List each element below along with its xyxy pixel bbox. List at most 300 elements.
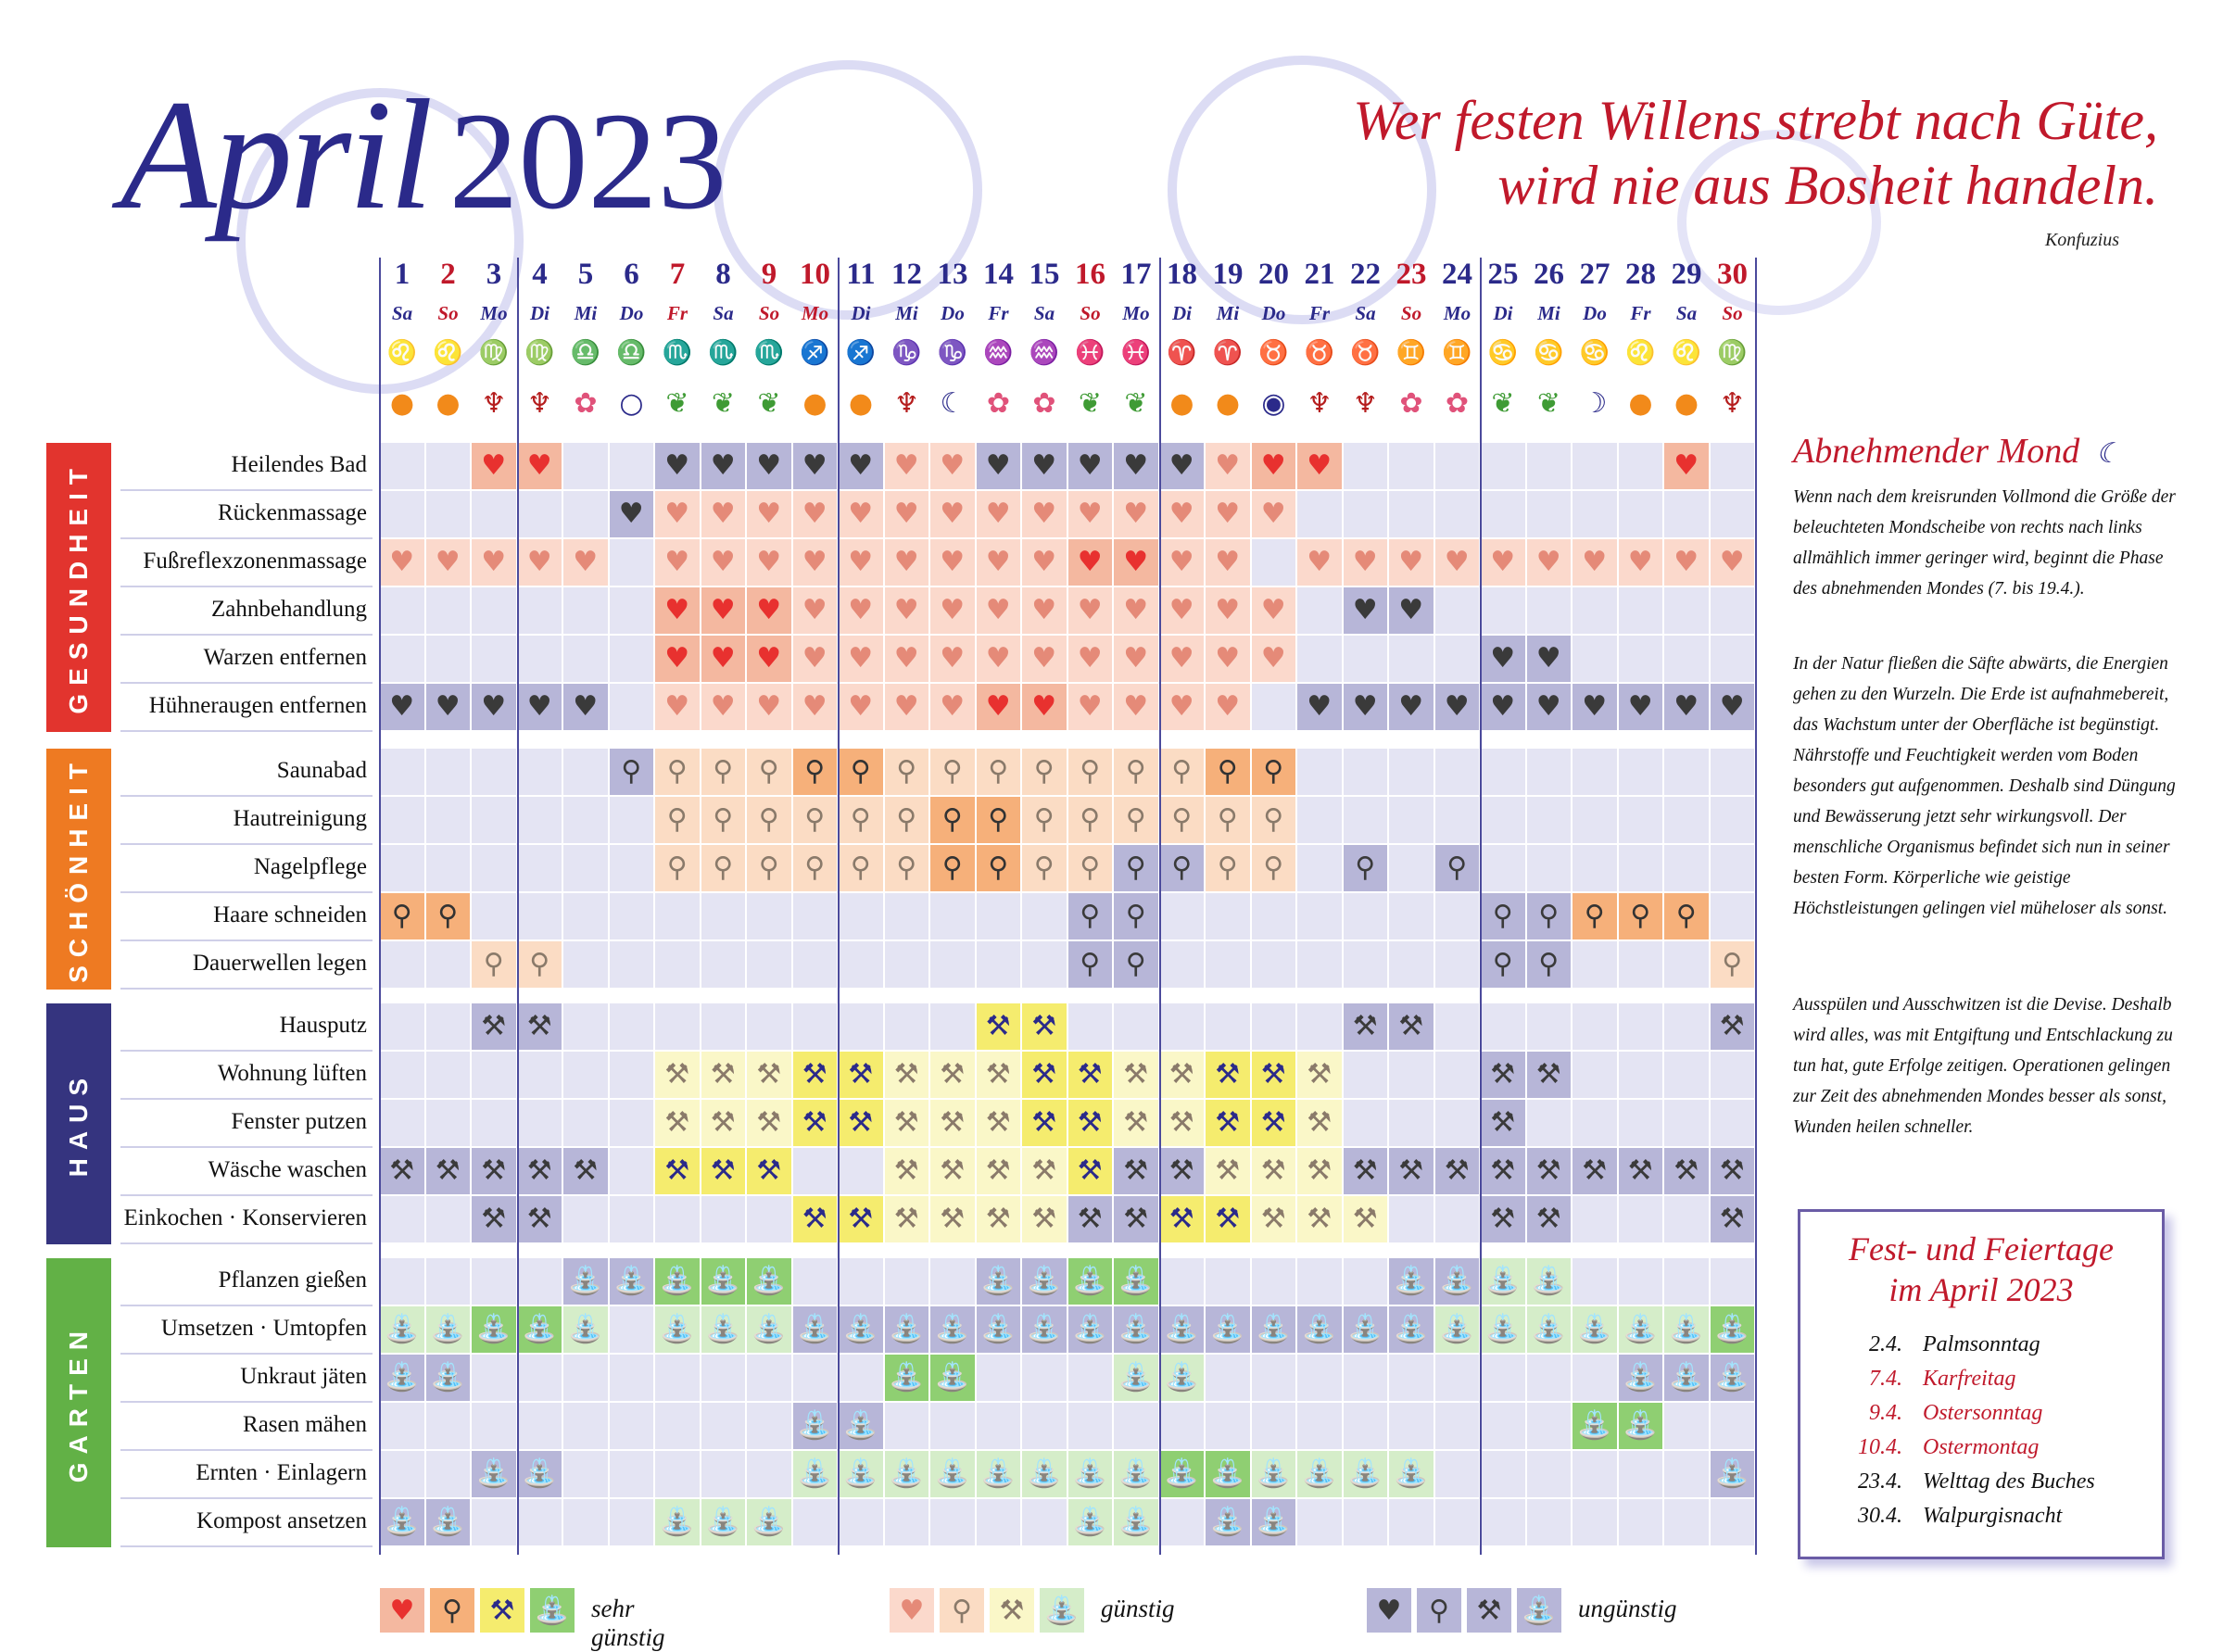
mirror-icon: ⚲ [666,803,688,836]
calendar-cell [655,491,701,539]
calendar-cell [1160,1196,1206,1244]
watering-can-icon: ⛲ [1485,1313,1521,1345]
broom-icon: ⚒ [1215,1106,1241,1139]
holiday-name: Ostermontag [1923,1435,2040,1459]
calendar-cell [1619,1306,1665,1355]
watering-can-icon: ⛲ [1118,1457,1154,1490]
calendar-cell [1344,636,1390,684]
heart-icon: ♥ [1168,546,1194,578]
heart-icon: ♥ [1031,690,1057,723]
calendar-cell [1389,539,1435,587]
calendar-cell [1114,1258,1160,1306]
calendar-cell [518,684,564,732]
calendar-cell [472,1003,518,1052]
calendar-cell [1114,1306,1160,1355]
broom-icon: ⚒ [1168,1106,1194,1139]
calendar-cell [1435,684,1482,732]
heart-icon: ♥ [848,498,874,530]
calendar-cell [1664,1451,1711,1499]
day-number: 5 [577,258,594,291]
watering-can-icon: ⛲ [1577,1409,1612,1442]
holiday-name: Palmsonntag [1923,1332,2040,1356]
calendar-cell [1344,1003,1390,1052]
row-label: Hautreinigung [120,797,373,845]
broom-icon: ⚒ [526,1154,552,1187]
heart-icon: ♥ [526,546,552,578]
day-name: So [1080,302,1101,324]
fish-icon: ♓ [1120,339,1152,367]
mirror-icon: ⚲ [850,803,871,836]
moon-phase-paragraph-3: Ausspülen und Ausschwitzen ist die Devise. Deshalb wird alles, was mit Entgiftung und Entschlackung zu tun hat, gute Erfolge zeitigen. Operationen gelingen zur Zeit des abnehmenden Mondes besser als sonst, Wunden heilen schneller. [1793,995,2173,1137]
heart-icon: ♥ [756,498,782,530]
calendar-cell [930,893,977,941]
calendar-cell [1481,1355,1527,1403]
calendar-cell [1114,1052,1160,1100]
calendar-cell [930,1258,977,1306]
broom-icon: ⚒ [985,1106,1011,1139]
calendar-cell [1527,749,1573,797]
calendar-cell [1389,1148,1435,1196]
calendar-cell [1297,1100,1344,1148]
calendar-cell [655,684,701,732]
calendar-cell [1527,1052,1573,1100]
watering-can-icon: ⛲ [568,1265,603,1297]
heart-icon: ♥ [940,449,966,482]
flower-icon: ✿ [1032,387,1056,420]
day-name: So [1400,302,1422,324]
calendar-cell [1481,1003,1527,1052]
watering-can-icon: ⛲ [1347,1457,1383,1490]
calendar-cell [1114,587,1160,636]
calendar-cell [1435,1148,1482,1196]
mirror-icon: ⚲ [1446,851,1468,884]
watering-can-icon: ⛲ [476,1457,512,1490]
heart-icon: ♥ [481,449,507,482]
calendar-cell [518,749,564,797]
waterbearer-icon: ♒ [1029,339,1060,367]
day-number: 11 [846,258,876,291]
day-name: Mi [895,302,918,324]
calendar-cell [885,1451,931,1499]
watering-can-icon: ⛲ [1394,1265,1429,1297]
calendar-cell [1389,1052,1435,1100]
heart-icon: ♥ [1444,546,1470,578]
flower-icon: ✿ [1399,387,1423,420]
mirror-icon: ⚲ [666,851,688,884]
calendar-cell [426,491,473,539]
fruit-icon: ● [848,387,874,420]
calendar-cell [1297,1499,1344,1547]
heart-icon: ♥ [1490,546,1516,578]
mirror-icon: ⚲ [1675,900,1697,932]
calendar-cell [977,893,1023,941]
calendar-cell [701,684,748,732]
watering-can-icon: ⛲ [843,1457,878,1490]
day-number: 3 [486,258,502,291]
broom-icon: ⚒ [664,1058,690,1091]
calendar-cell [1619,1258,1665,1306]
watering-can-icon: ⛲ [889,1361,924,1393]
calendar-cell [839,1100,885,1148]
day-number: 18 [1167,258,1197,291]
watering-can-icon: ⛲ [1072,1265,1107,1297]
calendar-cell [1252,587,1298,636]
calendar-cell [1664,941,1711,990]
calendar-cell [793,1499,840,1547]
twins-icon: ♊ [1396,339,1427,367]
calendar-cell [655,1196,701,1244]
calendar-cell [655,1258,701,1306]
calendar-cell [1711,1052,1757,1100]
calendar-cell [1664,1355,1711,1403]
calendar-cell [1206,684,1252,732]
calendar-cell [1297,1355,1344,1403]
calendar-cell [1022,749,1068,797]
calendar-cell [518,1003,564,1052]
watering-can-icon: ⛲ [980,1265,1016,1297]
calendar-cell [701,1306,748,1355]
broom-icon: ⚒ [1719,1010,1745,1042]
calendar-cell [1664,587,1711,636]
broom-icon: ⚒ [1398,1010,1424,1042]
calendar-cell [1389,491,1435,539]
calendar-cell [1481,491,1527,539]
calendar-cell [610,587,656,636]
day-name: Mo [1443,302,1471,324]
mirror-icon: ⚲ [1171,851,1193,884]
calendar-cell [839,1258,885,1306]
calendar-cell [472,1196,518,1244]
mirror-icon: ⚲ [666,755,688,788]
broom-icon: ⚒ [1215,1203,1241,1235]
calendar-cell [793,1003,840,1052]
calendar-cell [793,1148,840,1196]
calendar-cell [518,1355,564,1403]
day-name: Sa [713,302,734,324]
watering-can-icon: ⛲ [1577,1313,1612,1345]
calendar-cell [563,1196,610,1244]
day-name: Mo [801,302,829,324]
calendar-cell [793,1403,840,1451]
calendar-cell [977,587,1023,636]
heart-icon: ♥ [802,498,827,530]
heart-icon: ♥ [985,642,1011,675]
broom-icon: ⚒ [1674,1154,1699,1187]
calendar-cell [1619,1196,1665,1244]
calendar-cell [472,749,518,797]
holidays-box [1798,1209,2165,1559]
calendar-cell [472,1100,518,1148]
day-number: 21 [1304,258,1335,291]
calendar-cell [1206,1003,1252,1052]
calendar-cell [1160,1306,1206,1355]
calendar-cell [747,443,793,491]
calendar-cell [610,1306,656,1355]
broom-icon: ⚒ [710,1058,736,1091]
calendar-cell [701,941,748,990]
day-name: Do [1583,302,1607,324]
calendar-cell [1711,1196,1757,1244]
calendar-cell [977,491,1023,539]
calendar-cell [655,893,701,941]
calendar-cell [1435,1258,1482,1306]
broom-icon: ⚒ [1077,1106,1103,1139]
calendar-cell [1619,749,1665,797]
calendar-cell [1252,636,1298,684]
heart-icon: ♥ [1168,690,1194,723]
calendar-cell [1389,587,1435,636]
calendar-cell [1160,749,1206,797]
calendar-cell [885,443,931,491]
calendar-cell [1711,443,1757,491]
crab-icon: ♋ [1534,339,1564,367]
day-number: 13 [937,258,968,291]
heart-icon: ♥ [1123,498,1149,530]
calendar-cell [1389,1003,1435,1052]
calendar-cell [1481,443,1527,491]
calendar-cell [472,1451,518,1499]
calendar-cell [1573,1306,1619,1355]
broom-icon: ⚒ [802,1106,827,1139]
calendar-cell [1297,1451,1344,1499]
heart-icon: ♥ [1260,594,1286,626]
broom-icon: ⚒ [940,1154,966,1187]
calendar-cell [839,1451,885,1499]
watering-can-icon: ⛲ [1439,1265,1474,1297]
broom-icon: ⚒ [481,1010,507,1042]
heart-icon: ♥ [940,642,966,675]
calendar-cell [1344,941,1390,990]
calendar-cell [1435,1499,1482,1547]
mirror-icon: ⚲ [804,755,826,788]
calendar-cell [1252,539,1298,587]
calendar-cell [1068,491,1115,539]
holiday-date: 10.4. [1858,1435,1902,1459]
heart-icon: ♥ [710,498,736,530]
calendar-cell [1435,1100,1482,1148]
watering-can-icon: ⛲ [476,1313,512,1345]
calendar-cell [885,1003,931,1052]
heart-icon: ♥ [664,594,690,626]
broom-icon: ⚒ [1077,1203,1103,1235]
broom-icon: ⚒ [1398,1154,1424,1187]
calendar-cell [610,1196,656,1244]
calendar-cell [977,1355,1023,1403]
calendar-cell [839,684,885,732]
calendar-cell [1344,443,1390,491]
calendar-cell [701,539,748,587]
calendar-cell [426,587,473,636]
calendar-cell [1664,1306,1711,1355]
heart-icon: ♥ [1352,594,1378,626]
calendar-cell [1206,1499,1252,1547]
mirror-icon: ⚲ [1033,851,1055,884]
calendar-cell [1022,1258,1068,1306]
calendar-cell [930,491,977,539]
calendar-cell [1114,749,1160,797]
watering-can-icon: ⛲ [980,1457,1016,1490]
calendar-cell [1252,491,1298,539]
calendar-cell [1481,1100,1527,1148]
broom-icon: ⚒ [1168,1154,1194,1187]
calendar-cell [930,539,977,587]
heart-icon: ♥ [664,546,690,578]
heart-icon: ♥ [1215,546,1241,578]
mirror-icon: ⚲ [1125,755,1146,788]
calendar-cell [1619,1100,1665,1148]
calendar-cell [1435,1355,1482,1403]
day-name: Do [1261,302,1286,324]
fruit-icon: ● [436,387,461,420]
calendar-cell [701,587,748,636]
broom-icon: ⚒ [1535,1058,1561,1091]
calendar-cell [1711,845,1757,893]
calendar-cell [610,1100,656,1148]
calendar-cell [977,684,1023,732]
calendar-cell [563,1403,610,1451]
row-label: Wohnung lüften [120,1052,373,1100]
calendar-cell [1206,1355,1252,1403]
day-name: So [758,302,780,324]
day-number: 30 [1717,258,1748,291]
heart-icon: ♥ [1260,449,1286,482]
calendar-cell [977,539,1023,587]
calendar-cell [1297,1196,1344,1244]
calendar-cell [426,1306,473,1355]
mirror-icon: ⚲ [1217,755,1238,788]
calendar-cell [1527,1306,1573,1355]
watering-can-icon: ⛲ [1072,1313,1107,1345]
calendar-cell [1481,845,1527,893]
heart-icon: ♥ [1535,546,1561,578]
heart-icon: ♥ [985,498,1011,530]
broom-icon: ⚒ [389,1154,415,1187]
mirror-icon: ⚲ [1263,755,1284,788]
broom-icon: ⚒ [1215,1154,1241,1187]
calendar-cell [747,1196,793,1244]
watering-can-icon: ⛲ [1623,1361,1658,1393]
calendar-cell [380,684,426,732]
broom-icon: ⚒ [1719,1154,1745,1187]
calendar-cell [885,893,931,941]
calendar-cell [1573,1258,1619,1306]
calendar-cell [747,636,793,684]
calendar-cell [1481,893,1527,941]
broom-icon: ⚒ [435,1154,461,1187]
calendar-cell [839,749,885,797]
calendar-cell [839,1003,885,1052]
day-number: 24 [1442,258,1472,291]
calendar-cell [977,443,1023,491]
scorpion-icon: ♏ [708,339,739,367]
calendar-cell [1297,539,1344,587]
calendar-cell [518,539,564,587]
calendar-cell [977,1052,1023,1100]
calendar-cell [380,539,426,587]
day-name: Fr [666,302,688,324]
heart-icon: ♥ [1123,546,1149,578]
row-label: Rasen mähen [120,1403,373,1451]
calendar-cell [1160,1403,1206,1451]
heart-icon: ♥ [1168,642,1194,675]
calendar-cell [1022,1306,1068,1355]
calendar-cell [1206,1148,1252,1196]
calendar-cell [1711,941,1757,990]
calendar-cell [518,1499,564,1547]
calendar-cell [426,1403,473,1451]
day-number: 29 [1671,258,1702,291]
calendar-cell [518,1100,564,1148]
day-number: 10 [800,258,830,291]
calendar-cell [701,749,748,797]
calendar-cell [930,443,977,491]
broom-icon: ⚒ [893,1106,919,1139]
heart-icon: ♥ [1307,690,1333,723]
calendar-cell [1297,636,1344,684]
calendar-cell [1664,845,1711,893]
calendar-cell [885,1355,931,1403]
calendar-cell [518,845,564,893]
calendar-cell [1664,1148,1711,1196]
calendar-cell [1068,1196,1115,1244]
heart-icon: ♥ [940,594,966,626]
calendar-cell [1481,684,1527,732]
day-name: Do [941,302,965,324]
calendar-cell [1664,1196,1711,1244]
calendar-cell [839,1355,885,1403]
calendar-cell [885,749,931,797]
calendar-cell [1160,1499,1206,1547]
row-label: Umsetzen · Umtopfen [120,1306,373,1355]
day-name: Di [851,302,871,324]
calendar-cell [1297,1148,1344,1196]
waterbearer-icon: ♒ [983,339,1014,367]
category-label: GARTEN [64,1322,93,1483]
heart-icon: ♥ [710,449,736,482]
calendar-cell [1297,749,1344,797]
calendar-cell [1160,797,1206,845]
calendar-cell [701,1052,748,1100]
watering-can-icon: ⛲ [1714,1361,1749,1393]
calendar-cell [1252,1306,1298,1355]
calendar-cell [1619,491,1665,539]
heart-icon: ♥ [802,546,827,578]
calendar-cell [1160,893,1206,941]
watering-can-icon: ⛲ [1072,1506,1107,1538]
calendar-cell [1619,1499,1665,1547]
calendar-cell [839,491,885,539]
watering-can-icon: ⛲ [1256,1457,1291,1490]
broom-icon: ⚒ [893,1203,919,1235]
watering-can-icon: ⛲ [1669,1313,1704,1345]
watering-can-icon: ⛲ [797,1313,832,1345]
calendar-cell [472,1148,518,1196]
scorpion-icon: ♏ [753,339,785,367]
calendar-cell [1481,1148,1527,1196]
calendar-cell [1435,1196,1482,1244]
calendar-cell [610,893,656,941]
legend-label-very_good: sehr günstig [591,1595,665,1651]
calendar-cell [472,1403,518,1451]
calendar-cell [610,1258,656,1306]
calendar-cell [518,1196,564,1244]
mirror-icon: ⚲ [1080,851,1101,884]
heart-icon: ♥ [756,594,782,626]
legend-mirror-icon: ⚲ [430,1588,474,1633]
calendar-cell [747,1003,793,1052]
heart-icon: ♥ [756,449,782,482]
day-name: So [437,302,459,324]
